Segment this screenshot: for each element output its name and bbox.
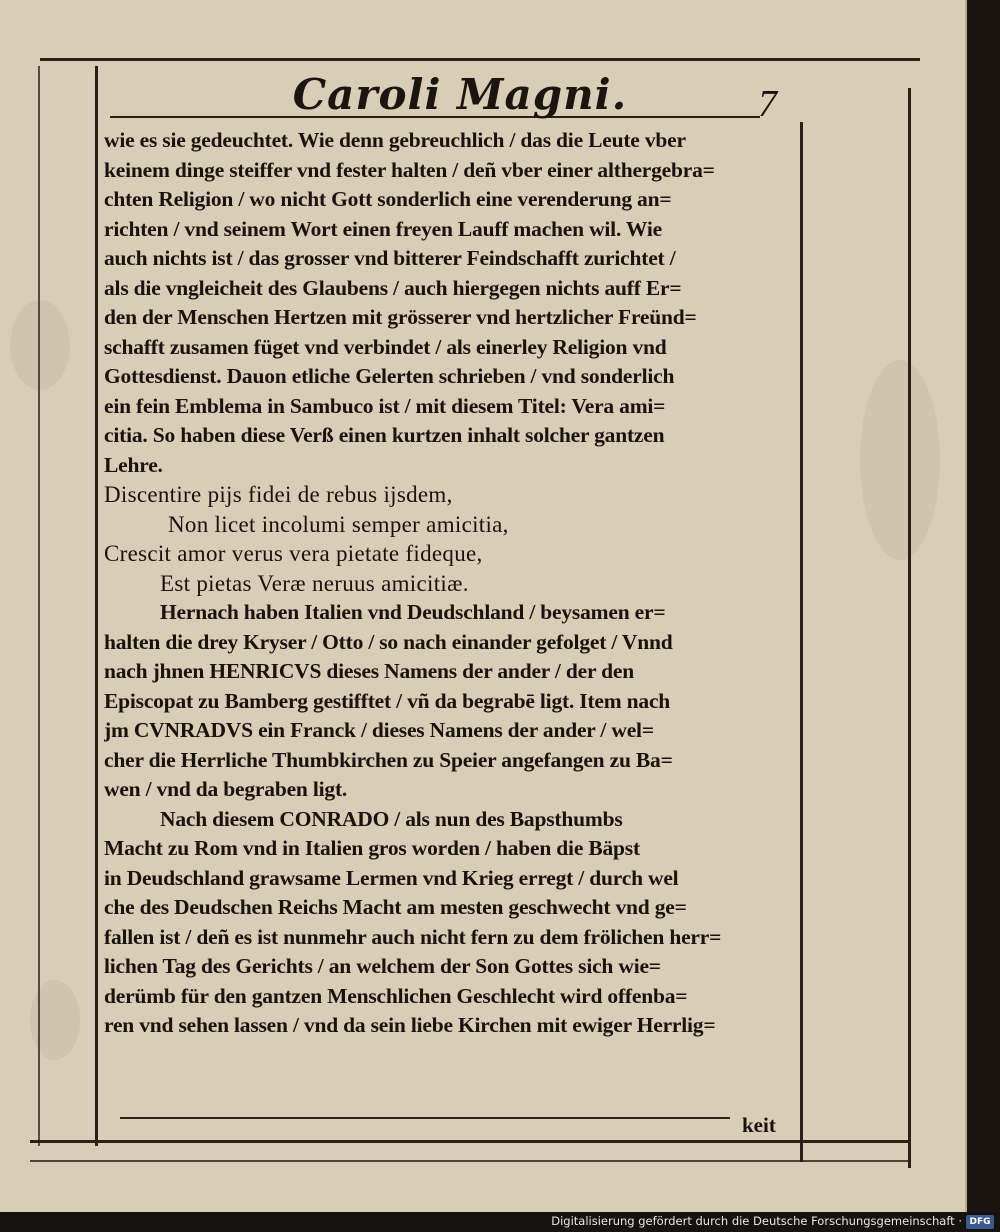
- text-line: wen / vnd da begraben ligt.: [104, 777, 348, 801]
- poem-line: Non licet incolumi semper amicitia,: [168, 511, 509, 537]
- main-text: [104, 126, 788, 1041]
- text-line: den der Menschen Hertzen mit grösserer vnd hertzlicher Freünd=: [104, 305, 697, 329]
- text-line: schafft zusamen füget vnd verbindet / als einerley Religion vnd: [104, 334, 667, 359]
- funding-credit: Digitalisierung gefördert durch die Deutsche Forschungsgemeinschaft ·: [551, 1214, 962, 1228]
- text-line: richten / vnd seinem Wort einen freyen Lauff machen wil. Wie: [104, 216, 662, 241]
- text-line: Macht zu Rom vnd in Italien gros worden / haben die Bäpst: [104, 836, 640, 860]
- poem-line: Est pietas Veræ neruus amicitiæ.: [160, 570, 469, 596]
- text-line: ren vnd sehen lassen / vnd da sein liebe Kirchen mit ewiger Herrlig=: [104, 1013, 716, 1037]
- frame-right-inner-rule: [800, 122, 803, 1162]
- text-line: keinem dinge steiffer vnd fester halten / deñ vber einer althergebra=: [104, 157, 715, 182]
- frame-bottom-outer-rule: [30, 1160, 910, 1162]
- running-title: Caroli Magni.: [292, 70, 628, 119]
- text-line: als die vngleicheit des Glaubens / auch hiergegen nichts auff Er=: [104, 275, 682, 300]
- text-line: nach jhnen HENRICVS dieses Namens der ander / der den: [104, 659, 634, 683]
- text-line: Gottesdienst. Dauon etliche Gelerten schrieben / vnd sonderlich: [104, 364, 675, 388]
- poem-line: Crescit amor verus vera pietate fideque,: [104, 541, 483, 566]
- text-line: lichen Tag des Gerichts / an welchem der Son Gottes sich wie=: [104, 954, 661, 978]
- text-line: cher die Herrliche Thumbkirchen zu Speier angefangen zu Ba=: [104, 747, 673, 772]
- page-number: 7: [758, 83, 777, 125]
- text-bottom-rule: [120, 1117, 730, 1119]
- text-line: wie es sie gedeuchtet. Wie denn gebreuchlich / das die Leute vber: [104, 128, 686, 152]
- text-line: che des Deudschen Reichs Macht am mesten geschwecht vnd ge=: [104, 895, 687, 919]
- text-line: Hernach haben Italien vnd Deudschland / beysamen er=: [160, 600, 666, 624]
- frame-left-outer-rule: [38, 66, 40, 1146]
- poem-line: Discentire pijs fidei de rebus ijsdem,: [104, 482, 453, 507]
- text-line: chten Religion / wo nicht Gott sonderlich eine verenderung an=: [104, 187, 672, 211]
- dfg-logo-icon: DFG: [966, 1215, 994, 1229]
- text-line: Nach diesem CONRADO / als nun des Bapsthumbs: [160, 806, 623, 831]
- frame-bottom-rule: [30, 1140, 910, 1143]
- text-line: derümb für den gantzen Menschlichen Geschlecht wird offenba=: [104, 983, 688, 1008]
- text-line: fallen ist / deñ es ist nunmehr auch nicht fern zu dem frölichen herr=: [104, 924, 722, 949]
- frame-right-outer-rule: [908, 88, 911, 1168]
- text-line: halten die drey Kryser / Otto / so nach einander gefolget / Vnnd: [104, 629, 673, 654]
- catchword: keit: [742, 1113, 776, 1137]
- frame-left-inner-rule: [95, 66, 98, 1146]
- text-line: jm CVNRADVS ein Franck / dieses Namens der ander / wel=: [104, 718, 654, 742]
- text-line: in Deudschland grawsame Lermen vnd Krieg erregt / durch wel: [104, 865, 679, 890]
- text-line: Lehre.: [104, 452, 163, 477]
- text-line: citia. So haben diese Verß einen kurtzen inhalt solcher gantzen: [104, 423, 665, 447]
- paper-stain: [860, 360, 940, 560]
- text-line: Episcopat zu Bamberg gestifftet / vñ da begrabē ligt. Item nach: [104, 688, 671, 713]
- paper-stain: [10, 300, 70, 390]
- text-line: ein fein Emblema in Sambuco ist / mit diesem Titel: Vera ami=: [104, 393, 666, 418]
- text-line: auch nichts ist / das grosser vnd bitterer Feindschafft zurichtet /: [104, 246, 676, 270]
- frame-top-rule: [40, 58, 920, 61]
